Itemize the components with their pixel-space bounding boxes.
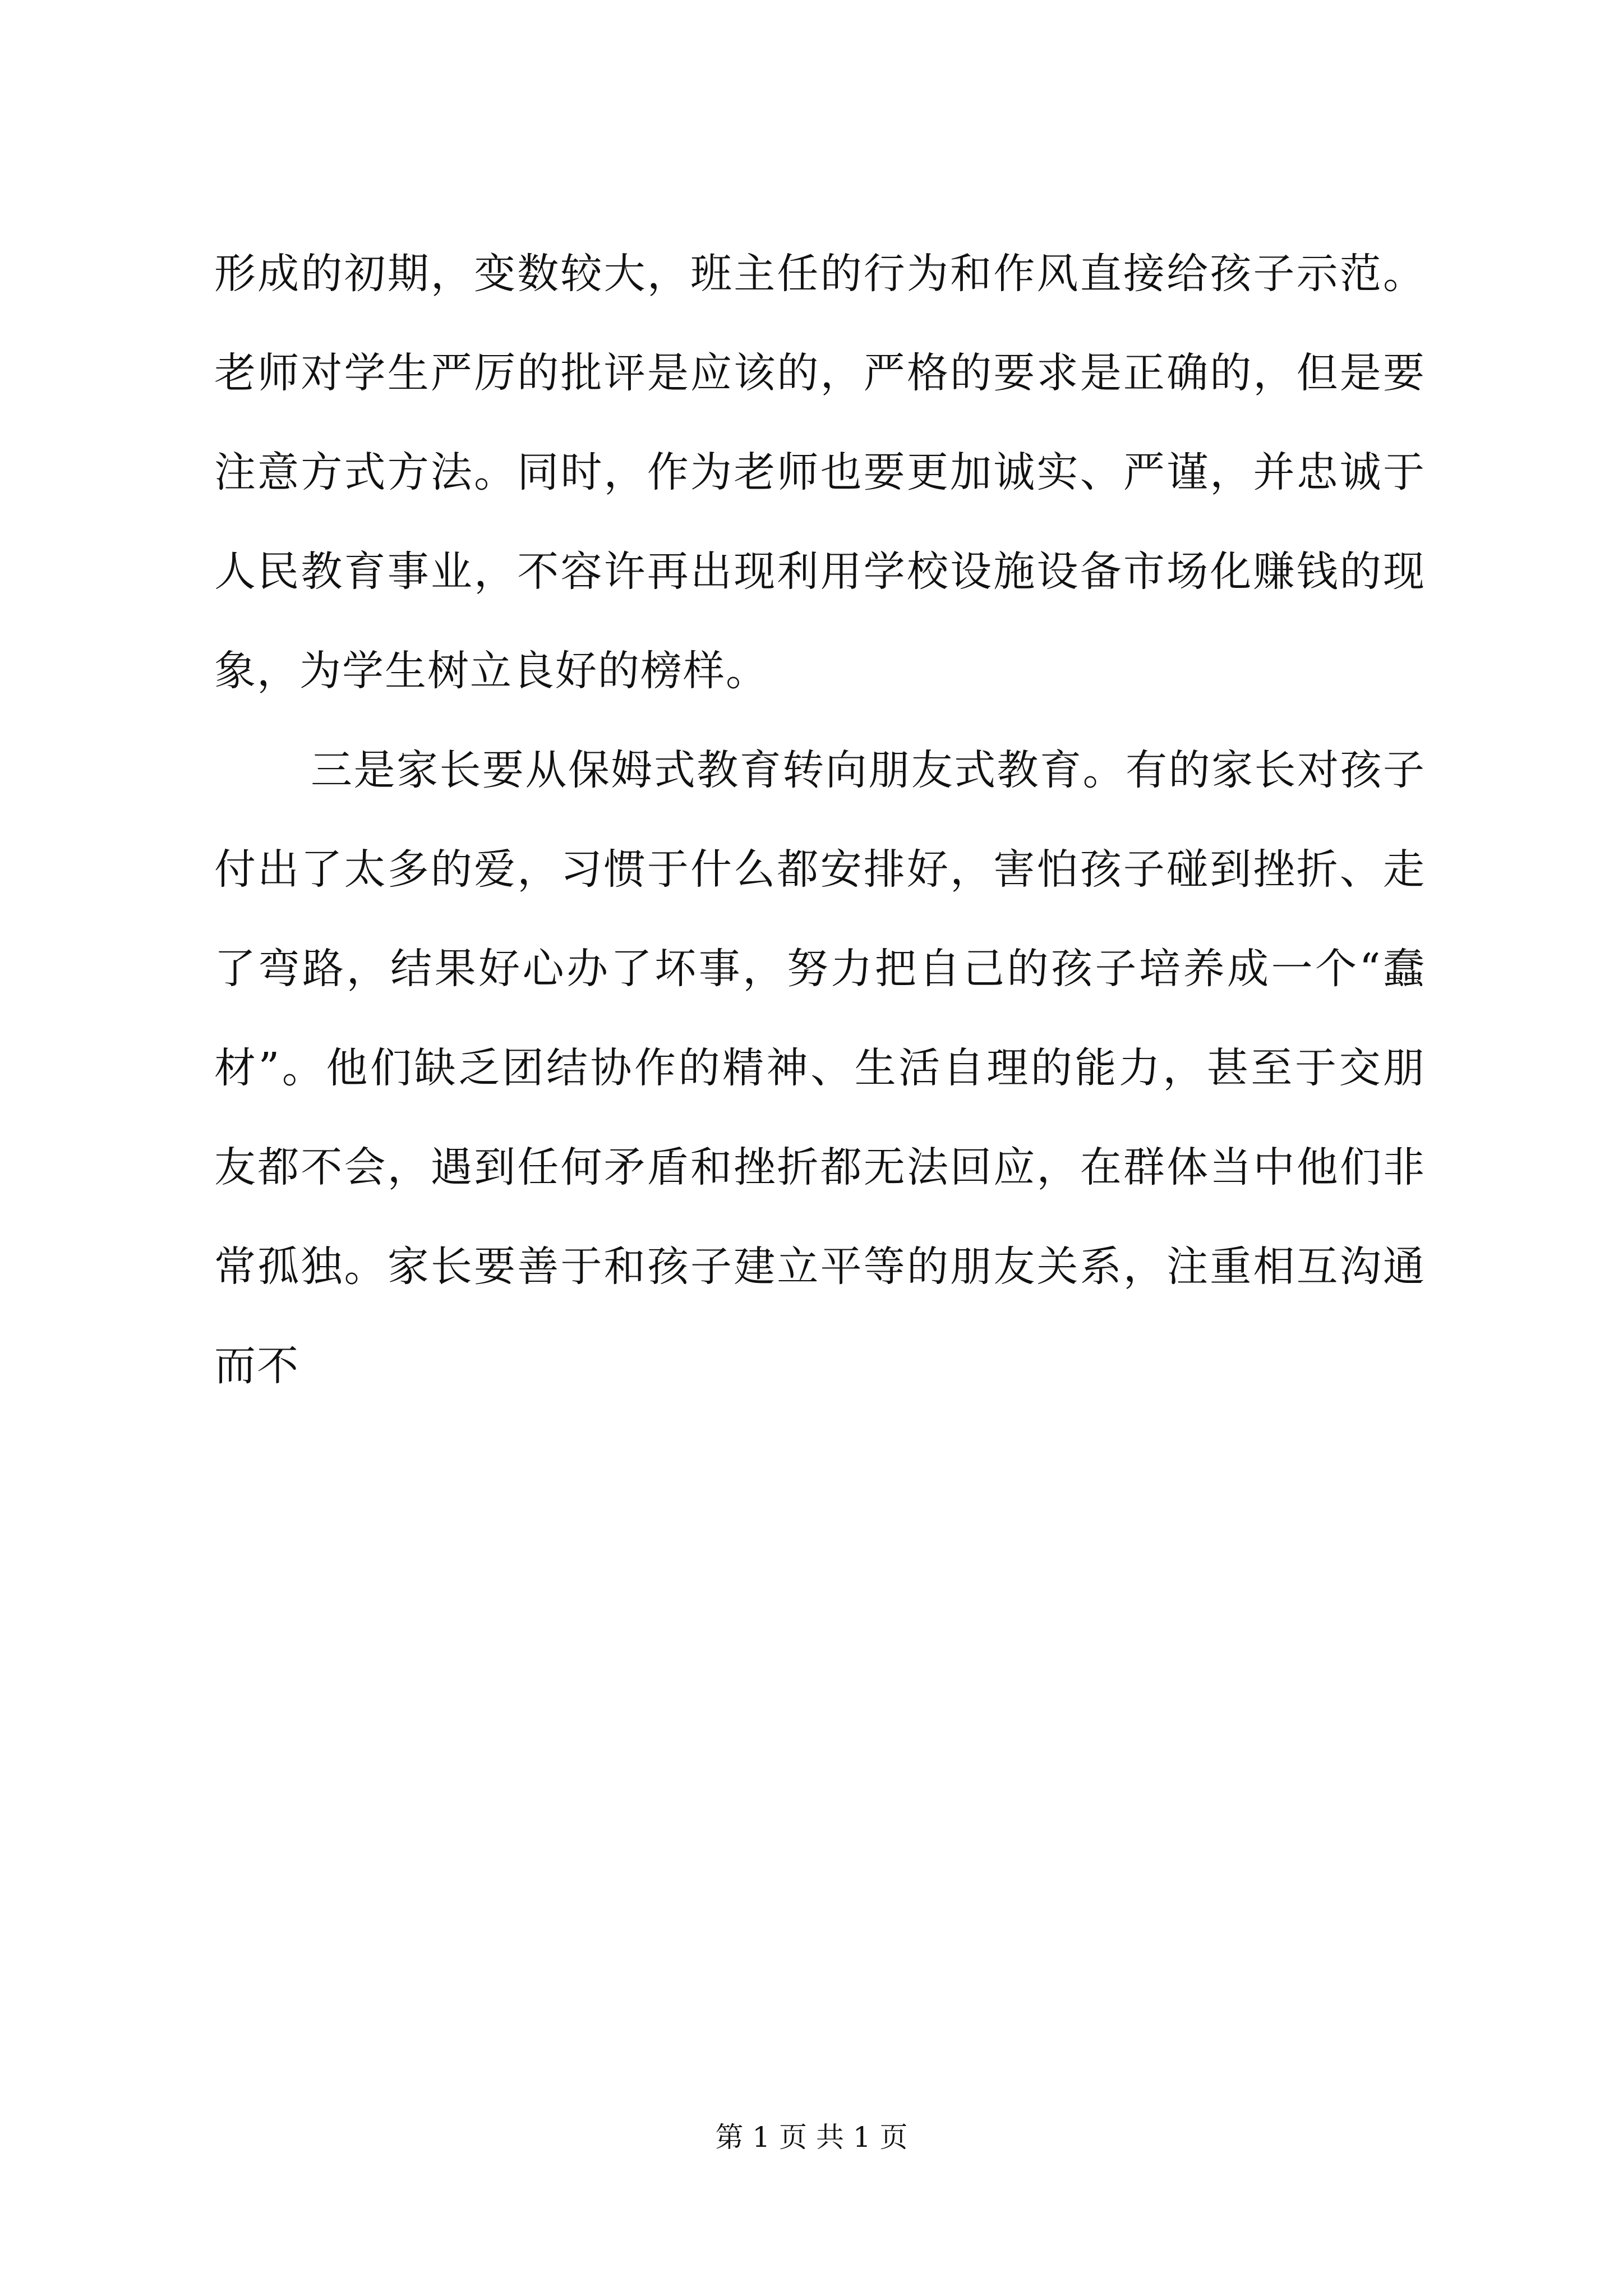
- text-line: 注意方式方法。同时，作为老师也要更加诚实、严谨，并忠诚于: [214, 448, 1426, 496]
- text-line: 了弯路，结果好心办了坏事，努力把自己的孩子培养成一个“蠢: [214, 945, 1426, 993]
- text-line: 象，为学生树立良好的榜样。: [214, 647, 768, 695]
- paragraph-first-line: 三是家长要从保姆式教育转向朋友式教育。有的家长对孩子: [311, 746, 1426, 794]
- text-line: 付出了太多的爱，习惯于什么都安排好，害怕孩子碰到挫折、走: [214, 845, 1426, 894]
- text-line: 老师对学生严厉的批评是应该的，严格的要求是正确的，但是要: [214, 349, 1426, 397]
- text-line: 友都不会，遇到任何矛盾和挫折都无法回应，在群体当中他们非: [214, 1143, 1426, 1191]
- body-text: [214, 224, 1426, 1416]
- text-line: 材”。他们缺乏团结协作的精神、生活自理的能力，甚至于交朋: [214, 1044, 1426, 1092]
- text-line: 人民教育事业，不容许再出现利用学校设施设备市场化赚钱的现: [214, 547, 1426, 596]
- text-line: 常孤独。家长要善于和孩子建立平等的朋友关系，注重相互沟通: [214, 1243, 1426, 1291]
- page-footer: 第 1 页 共 1 页: [715, 2121, 908, 2154]
- text-line: 形成的初期，变数较大，班主任的行为和作风直接给孩子示范。: [214, 250, 1426, 298]
- text-line: 而不: [214, 1342, 299, 1390]
